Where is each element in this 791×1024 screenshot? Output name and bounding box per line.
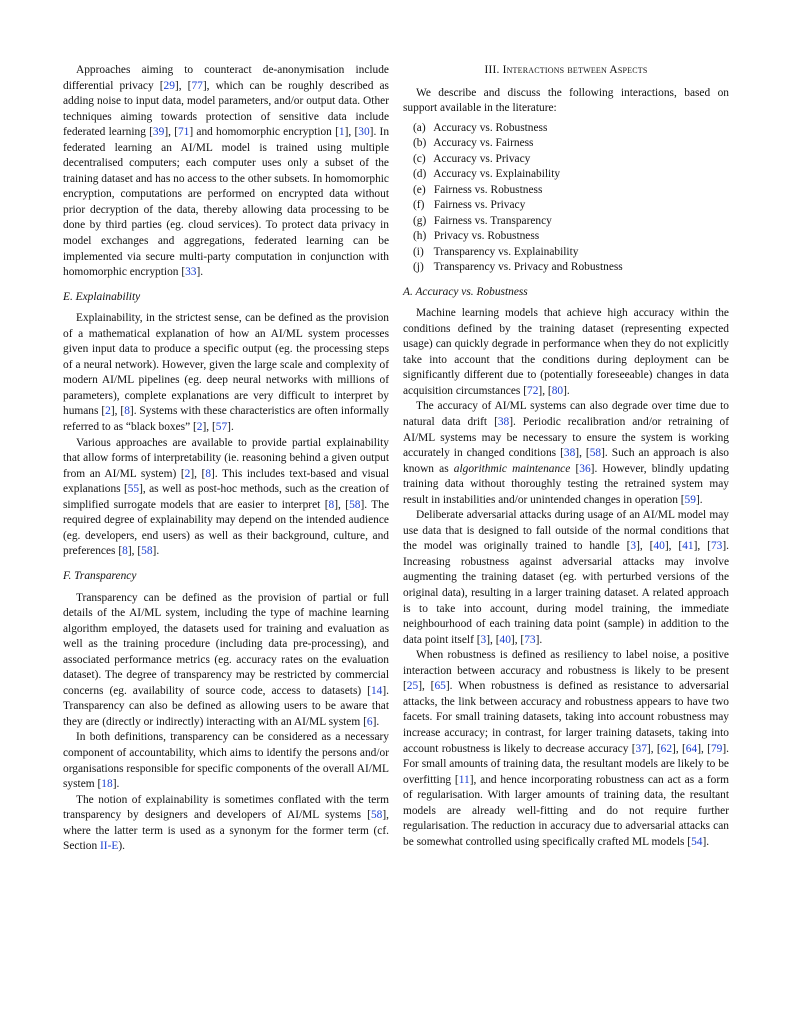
interaction-list <box>403 121 729 276</box>
data-drift-text-start: The accuracy of AI/ML systems can also degrade over time due to natural data drift [38]. Periodic recalibration and/or retraining of AI/ML systems may be necessary to ensure the system is working accurately in changed conditions [38], [58]. Such an approach is also known as <box>403 400 730 475</box>
subsection-heading-accuracy-robustness: A. Accuracy vs. Robustness <box>403 285 528 298</box>
list-item-label: (h) <box>413 230 427 243</box>
list-item-label: (g) <box>413 214 427 227</box>
list-item-label: (f) <box>413 199 425 212</box>
list-item-text: Accuracy vs. Privacy <box>433 152 531 165</box>
paragraph-transparency-definition: Transparency can be defined as the provision of partial or full details of the AI/ML system, including the type of machine learning algorithm employed, the datasets used for training and evaluation as well as the training procedure (including data pre-processing), and associated performance metrics (eg. accuracy rates on the evaluation dataset). The degree of transparency may be restricted by commercial concerns (eg. availability of source code, access to datasets) [14]. Transparency can also be defined as allowing users to be aware that they are (directly or indirectly) interacting with an AI/ML system [6]. <box>63 591 389 728</box>
paragraph-transparency-conflation: The notion of explainability is sometimes conflated with the term transparency by designers and developers of AI/ML systems [58], where the latter term is used as a synonym for the former term (cf. Section II-E). <box>63 793 389 853</box>
list-item <box>413 121 729 137</box>
list-item-text: Fairness vs. Privacy <box>433 199 526 212</box>
list-item <box>413 198 729 214</box>
list-item-text: Accuracy vs. Explainability <box>433 168 561 181</box>
data-drift-text-end: [36]. However, blindly updating training data without thoroughly testing the retrained system may result in instabilities and/or unintended changes in operation [59]. <box>403 462 729 506</box>
list-item-label: (d) <box>413 168 427 181</box>
paragraph-accuracy-degradation: Machine learning models that achieve high accuracy within the conditions defined by the training dataset (representing expected usage) can quickly degrade in performance when they do not explicitly take into account that the conditions during deployment can be significantly different due to (potentially foreseeable) changes in data acquisition circumstances [72], [80]. <box>403 307 729 397</box>
section-title: Interactions between Aspects <box>502 64 648 76</box>
list-item <box>413 229 729 245</box>
list-item <box>413 245 729 261</box>
list-item-label: (c) <box>413 152 426 165</box>
right-column <box>403 63 729 850</box>
paragraph-explainability-definition: Explainability, in the strictest sense, can be defined as the provision of a mathematical explanation of how an AI/ML system processes given input data to produce a specific output (eg. the processing steps of a neural network). However, given the large scale and complexity of modern AI/ML pipelines (eg. deep neural networks with millions of parameters), complete explanations are very difficult to interpret by humans [2], [8]. Systems with these characteristics are often informally referred to as “black boxes” [2], [57]. <box>63 312 389 434</box>
list-item-text: Transparency vs. Privacy and Robustness <box>433 261 623 274</box>
list-item-label: (i) <box>413 245 424 258</box>
algorithmic-maintenance-term: algorithmic maintenance <box>453 462 571 475</box>
list-item-text: Fairness vs. Transparency <box>433 214 552 227</box>
paragraph-transparency-accountability: In both definitions, transparency can be considered as a necessary component of accountability, which aims to identify the persons and/or organisations responsible for specific components of the overall AI/ML system [18]. <box>63 731 389 791</box>
list-item-text: Accuracy vs. Robustness <box>433 121 548 134</box>
paragraph-interactions-intro: We describe and discuss the following interactions, based on support available in the literature: <box>403 86 729 115</box>
list-item-text: Privacy vs. Robustness <box>433 230 540 243</box>
list-item-label: (a) <box>413 121 426 134</box>
subsection-heading-explainability: E. Explainability <box>63 290 141 303</box>
list-item-text: Transparency vs. Explainability <box>433 245 579 258</box>
section-number: III. <box>484 64 500 76</box>
list-item-text: Accuracy vs. Fairness <box>433 137 534 150</box>
list-item <box>413 183 729 199</box>
subsection-heading-transparency: F. Transparency <box>63 569 137 582</box>
paragraph-explainability-approaches: Various approaches are available to provide partial explainability that allow forms of interpretability (ie. reasoning behind a given output from an AI/ML system) [2], [8]. This includes text-based and visual explanations [55], as well as post-hoc methods, such as the creation of simplified surrogate models that are easier to interpret [8], [58]. The required degree of explainability may depend on the intended audience (eg. developers, end users) as well as their background, culture, and preferences [8], [58]. <box>63 436 390 558</box>
list-item <box>413 152 729 168</box>
paragraph-privacy-techniques: Approaches aiming to counteract de-anonymisation include differential privacy [29], [77], which can be roughly described as adding noise to input data, model parameters, and/or output data. Other techniques aiming towards protection of sensitive data include federated learning [39], [71] and homomorphic encryption [1], [30]. In federated learning an AI/ML model is trained using multiple decentralised computers; each computer uses only a subset of the training dataset and has no access to the other subsets. In homomorphic encryption, computations are performed on encrypted data without prior decryption of the data, thereby allowing data processing to be done by third parties (eg. cloud services). To protect data privacy in model exchanges and aggregations, federated learning can be implemented via secure multi-party computation in conjunction with homomorphic encryption [33]. <box>63 64 390 279</box>
list-item <box>413 136 729 152</box>
list-item-label: (j) <box>413 261 424 274</box>
list-item <box>413 260 729 276</box>
paragraph-data-drift <box>403 399 729 508</box>
paragraph-robustness-definitions: When robustness is defined as resiliency to label noise, a positive interaction between accuracy and robustness is likely to be present [25], [65]. When robustness is defined as resistance to adversarial attacks, the link between accuracy and robustness appears to have two facets. For small training datasets, taking into account robustness may increase accuracy; in contrast, for larger training datasets, taking into account robustness is likely to decrease accuracy [37], [62], [64], [79]. For small amounts of training data, the resultant models are likely to be overfitting [11], and hence incorporating robustness can act as a form of regularisation. With larger amounts of training data, the resultant models are already well-fitting and do not require further regularisation. The reduction in accuracy due to adversarial attacks can be somewhat controlled using specifically crafted ML models [54]. <box>403 649 729 848</box>
list-item-label: (e) <box>413 183 426 196</box>
list-item <box>413 167 729 183</box>
section-heading-interactions <box>403 63 729 79</box>
list-item-label: (b) <box>413 137 427 150</box>
list-item <box>413 214 729 230</box>
list-item-text: Fairness vs. Robustness <box>433 183 543 196</box>
paragraph-adversarial-attacks: Deliberate adversarial attacks during usage of an AI/ML model may use data that is designed to fall outside of the normal conditions that the model was originally trained to handle [3], [40], [41], [73]. Increasing robustness against adversarial attacks may involve augmenting the training dataset (eg. with perturbed versions of the original data), resulting in a larger training dataset. A related approach is to take into account, during model training, the immediate neighbourhood of each training data point (sample) in addition to the data point itself [3], [40], [73]. <box>403 509 730 646</box>
left-column <box>63 63 389 855</box>
